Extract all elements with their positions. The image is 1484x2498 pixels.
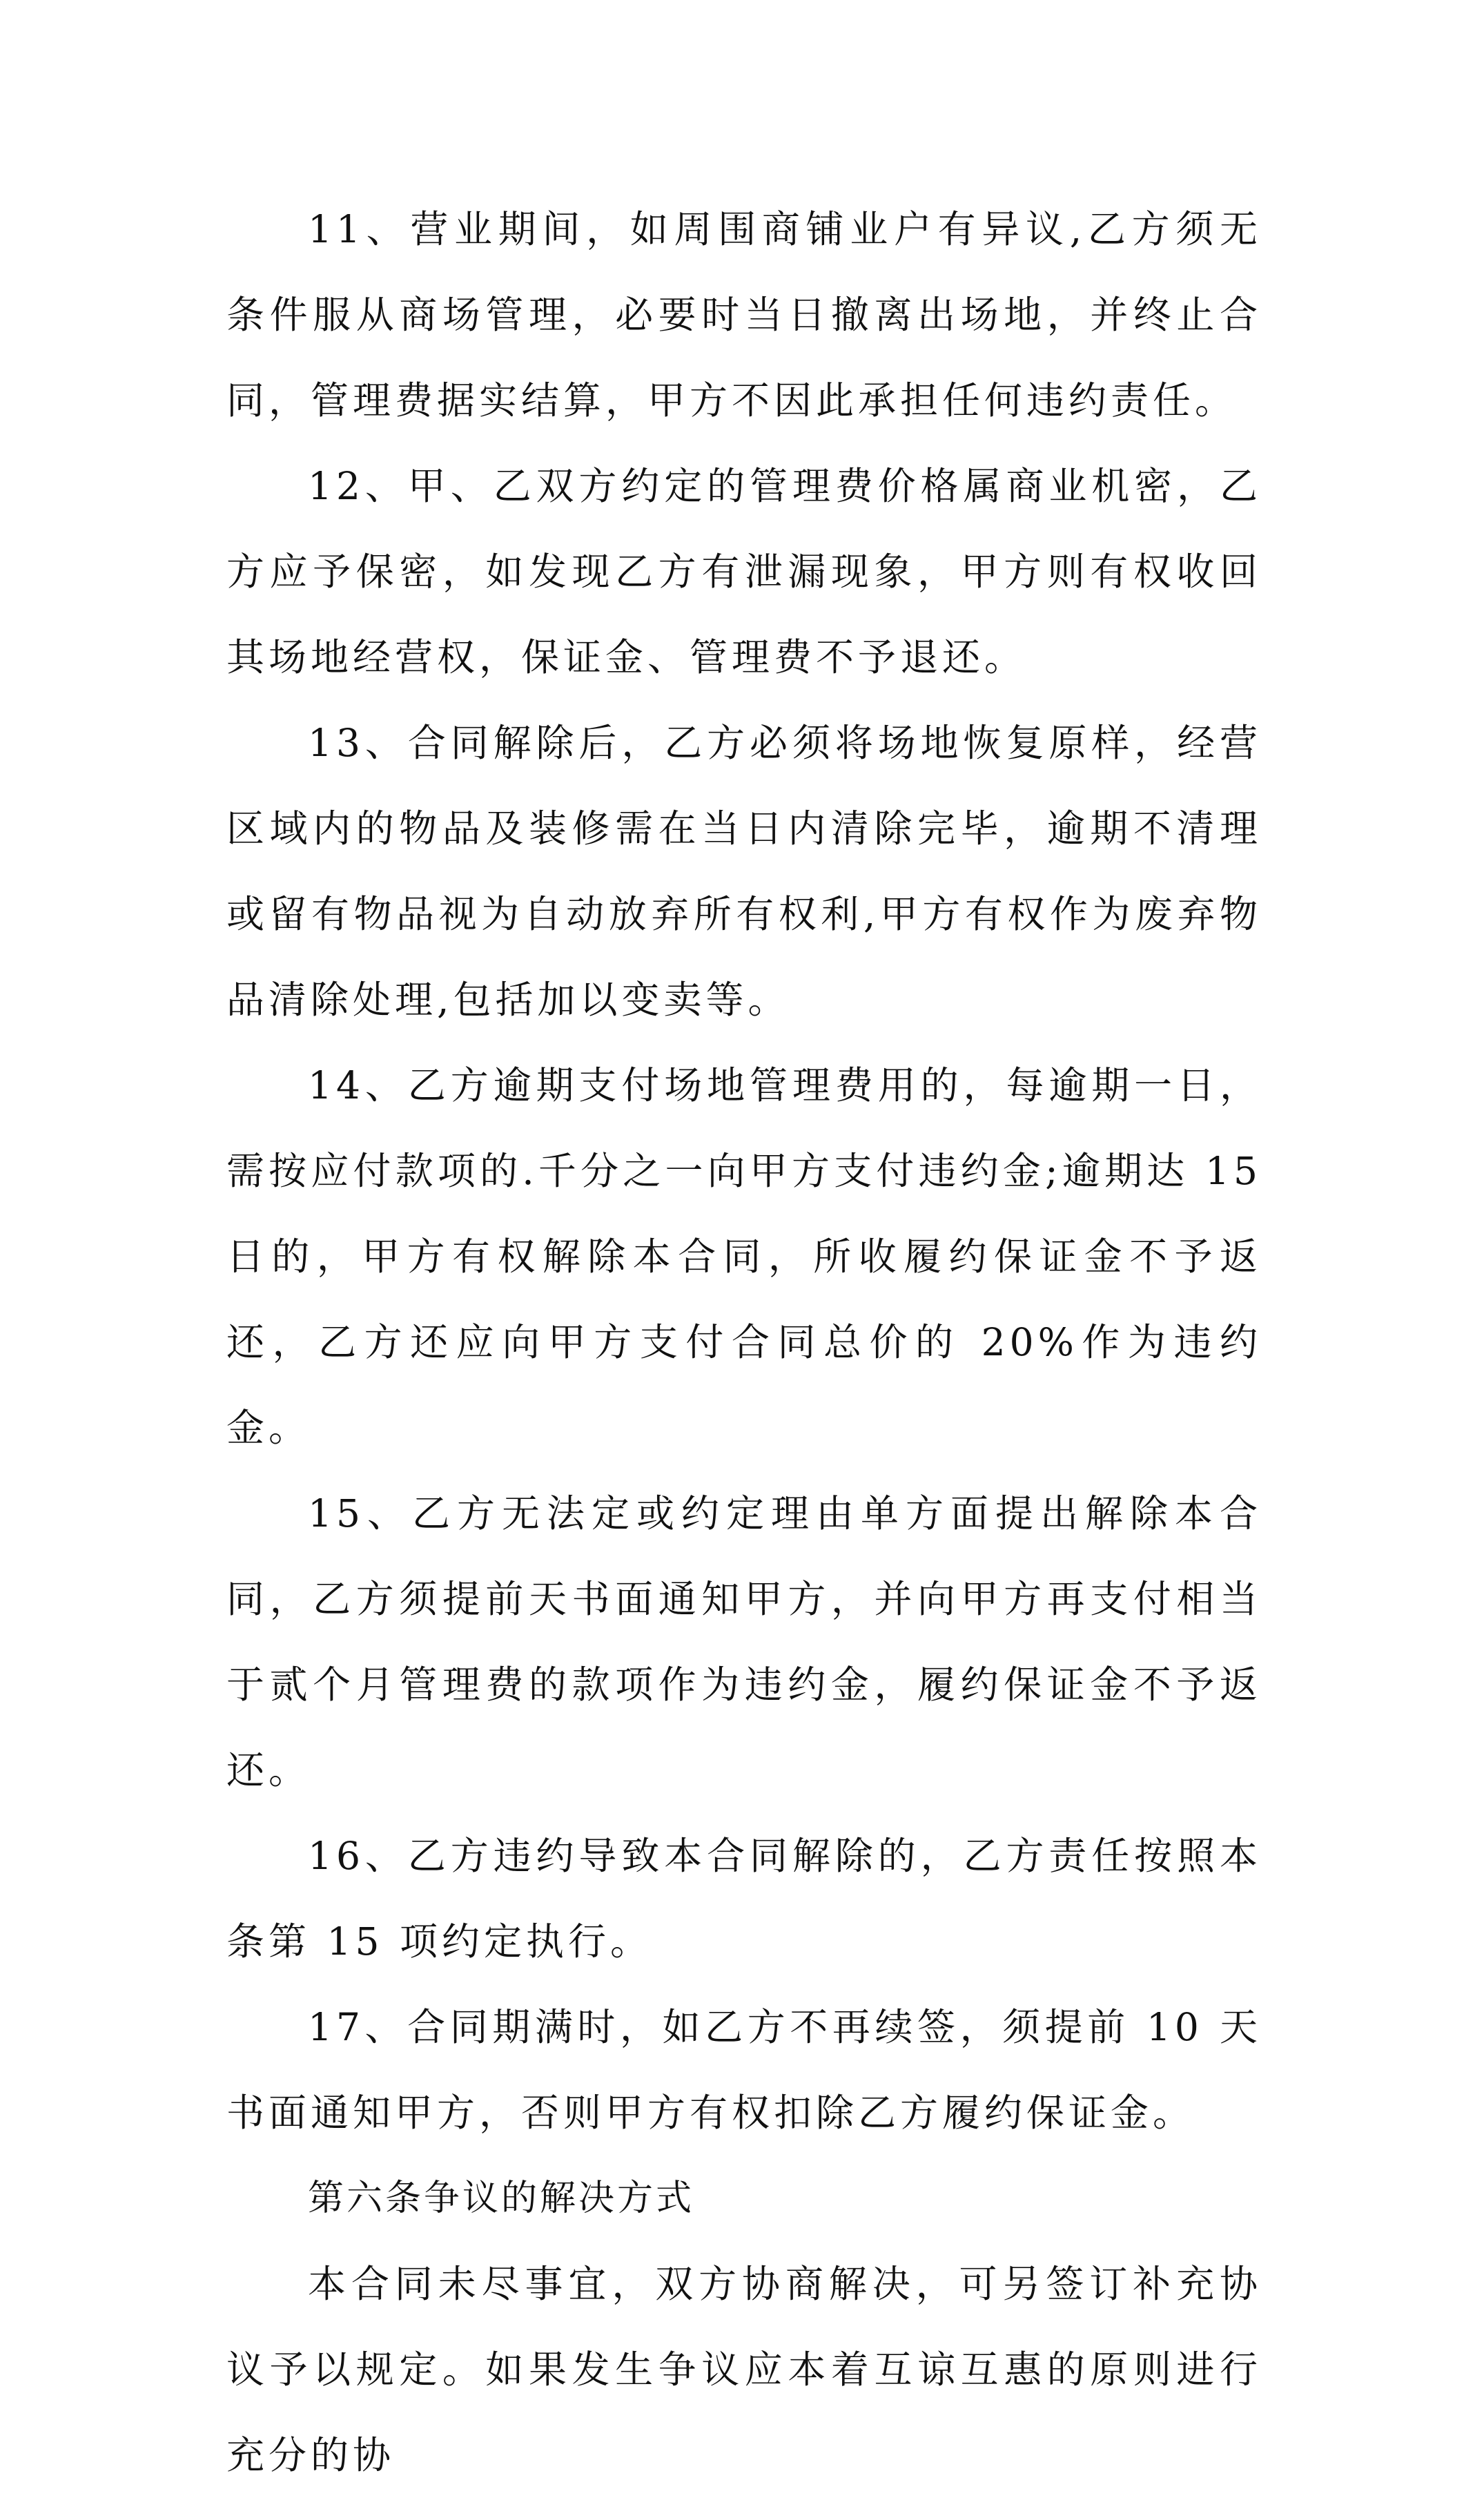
document-body: [226, 186, 1262, 2498]
clause-15: 15、乙方无法定或约定理由单方面提出解除本合同，乙方须提前天书面通知甲方，并向甲方再支付相当于贰个月管理费的款项作为违约金，履约保证金不予返还。: [226, 1491, 1262, 1792]
clause-12: 12、甲、乙双方约定的管理费价格属商业机密，乙方应予保密，如发现乙方有泄漏现象，甲方则有权收回其场地经营权，保证金、管理费不予退还。: [226, 464, 1262, 679]
closing-paragraph: 本合同未尽事宜，双方协商解决，可另签订补充协议予以规定。如果发生争议应本着互谅互惠的原则进行充分的协: [226, 2262, 1262, 2477]
section-heading: 第六条争议的解决方式: [308, 2178, 695, 2219]
clause-16: 16、乙方违约导致本合同解除的，乙方责任按照本条第 15 项约定执行。: [226, 1834, 1262, 1964]
clause-13: 13、合同解除后，乙方必须将场地恢复原样，经营区域内的物品及装修需在当日内清除完毕，逾期不清理或留有物品视为自动放弃所有权利,甲方有权作为废弃物品清除处理,包括加以变卖等。: [226, 721, 1262, 1022]
clause-17: 17、合同期满时，如乙方不再续签，须提前 10 天书面通知甲方，否则甲方有权扣除乙方履约保证金。: [226, 2005, 1262, 2135]
clause-14: 14、乙方逾期支付场地管理费用的，每逾期一日，需按应付款项的.千分之一向甲方支付违约金;逾期达 15 日的，甲方有权解除本合同，所收履约保证金不予返还，乙方还应向甲方支付合同总价的 20%作为违约金。: [226, 1063, 1262, 1450]
clause-11: 11、营业期间，如周围商铺业户有异议,乙方须无条件服从商场管理，必要时当日撤离出场地，并终止合同，管理费据实结算，甲方不因此承担任何违约责任。: [226, 207, 1262, 423]
